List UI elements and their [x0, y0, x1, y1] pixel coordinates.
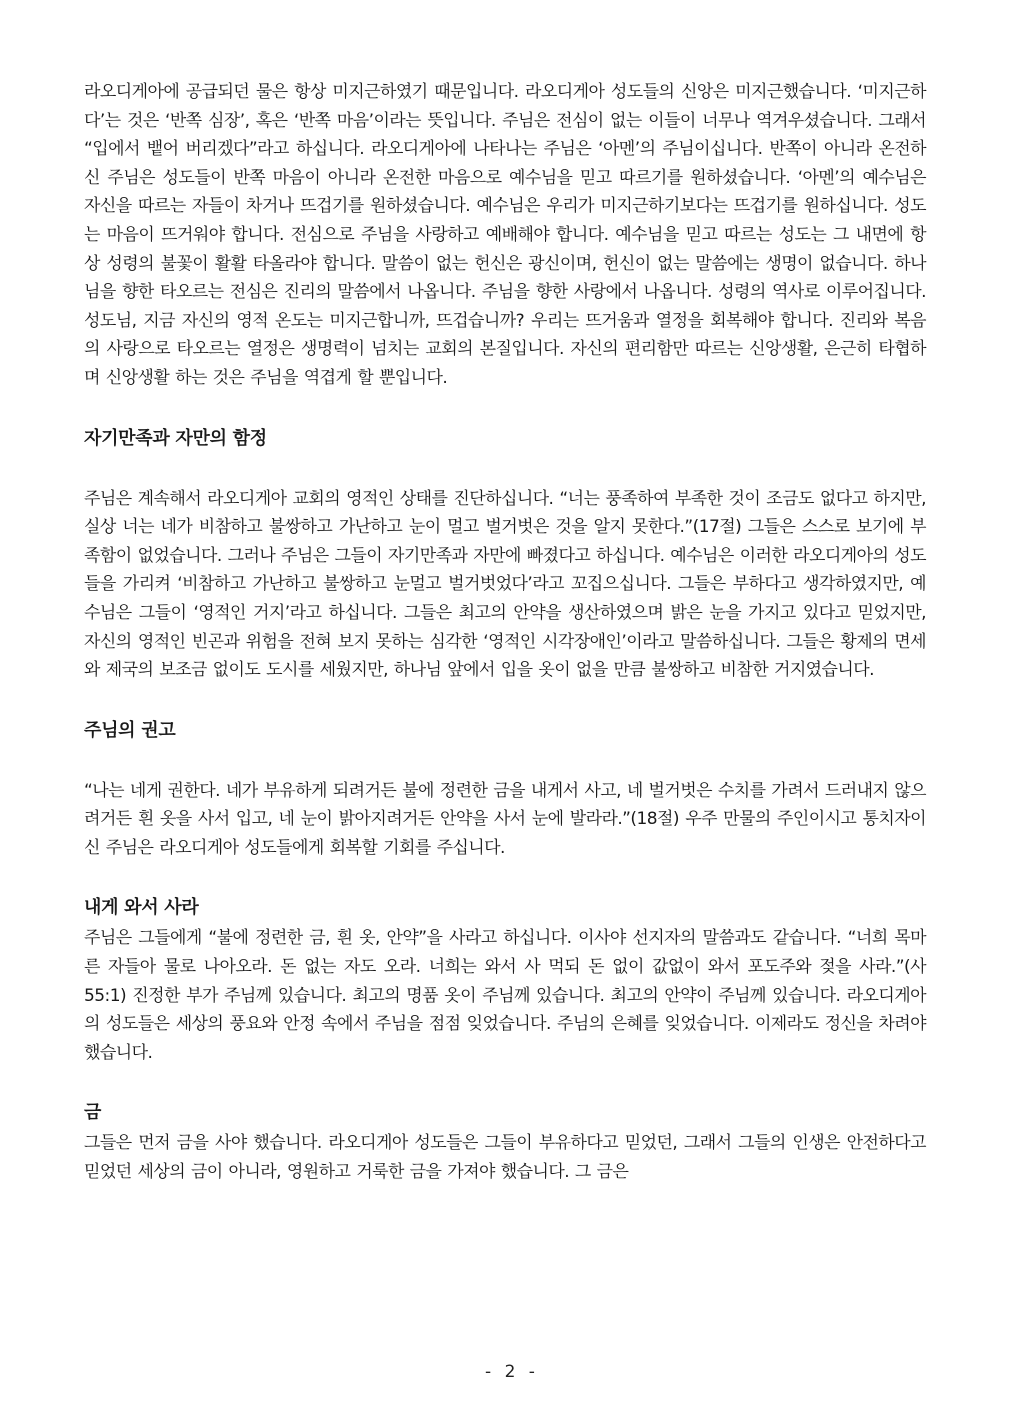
- section-heading: 자기만족과 자만의 함정: [84, 427, 267, 449]
- document-page: [84, 78, 926, 1187]
- body-paragraph: 주님은 그들에게 “불에 정련한 금, 흰 옷, 안약”을 사라고 하십니다. 이사야 선지자의 말씀과도 같습니다. “너희 목마른 자들아 물로 나아오라. 돈 없는 자도 오라. 너희는 와서 사 먹되 돈 없이 값없이 와서 포도주와 젖을 사라.”(사 55:1) 진정한 부가 주님께 있습니다. 최고의 명품 옷이 주님께 있습니다. 최고의 안약이 주님께 있습니다. 라오디게아의 성도들은 세상의 풍요와 안정 속에서 주님을 점점 잊었습니다. 주님의 은혜를 잊었습니다. 이제라도 정신을 차려야 했습니다.: [84, 928, 926, 1063]
- body-paragraph: “나는 네게 권한다. 네가 부유하게 되려거든 불에 정련한 금을 내게서 사고, 네 벌거벗은 수치를 가려서 드러내지 않으려거든 흰 옷을 사서 입고, 네 눈이 밝아지려거든 안약을 사서 눈에 발라라.”(18절) 우주 만물의 주인이시고 통치자이신 주님은 라오디게아 성도들에게 회복할 기회를 주십니다.: [84, 780, 926, 858]
- body-paragraph: 그들은 먼저 금을 사야 했습니다. 라오디게아 성도들은 그들이 부유하다고 믿었던, 그래서 그들의 인생은 안전하다고 믿었던 세상의 금이 아니라, 영원하고 거룩한 금을 가져야 했습니다. 그 금은: [84, 1133, 926, 1183]
- body-paragraph: 주님은 계속해서 라오디게아 교회의 영적인 상태를 진단하십니다. “너는 풍족하여 부족한 것이 조금도 없다고 하지만, 실상 너는 네가 비참하고 불쌍하고 가난하고 눈이 멀고 벌거벗은 것을 알지 못한다.”(17절) 그들은 스스로 보기에 부족함이 없었습니다. 그러나 주님은 그들이 자기만족과 자만에 빠졌다고 하십니다. 예수님은 이러한 라오디게아의 성도들을 가리켜 ‘비참하고 가난하고 불쌍하고 눈멀고 벌거벗었다’라고 꼬집으십니다. 그들은 부하다고 생각하였지만, 예수님은 그들이 ‘영적인 거지’라고 하십니다. 그들은 최고의 안약을 생산하였으며 밝은 눈을 가지고 있다고 믿었지만, 자신의 영적인 빈곤과 위험을 전혀 보지 못하는 심각한 ‘영적인 시각장애인’이라고 말씀하십니다. 그들은 황제의 면세와 제국의 보조금 없이도 도시를 세웠지만, 하나님 앞에서 입을 옷이 없을 만큼 불쌍하고 비참한 거지였습니다.: [84, 488, 926, 681]
- section-heading: 내게 와서 사라: [84, 897, 199, 919]
- body-paragraph: 라오디게아에 공급되던 물은 항상 미지근하였기 때문입니다. 라오디게아 성도들의 신앙은 미지근했습니다. ‘미지근하다’는 것은 ‘반쪽 심장’, 혹은 ‘반쪽 마음’이라는 뜻입니다. 주님은 전심이 없는 이들이 너무나 역겨우셨습니다. 그래서 “입에서 뱉어 버리겠다”라고 하십니다. 라오디게아에 나타나는 주님은 ‘아멘’의 주님이십니다. 반쪽이 아니라 온전하신 주님은 성도들이 반쪽 마음이 아니라 온전한 마음으로 예수님을 믿고 따르기를 원하셨습니다. ‘아멘’의 예수님은 자신을 따르는 자들이 차거나 뜨겁기를 원하셨습니다. 예수님은 우리가 미지근하기보다는 뜨겁기를 원하십니다. 성도는 마음이 뜨거워야 합니다. 전심으로 주님을 사랑하고 예배해야 합니다. 예수님을 믿고 따르는 성도는 그 내면에 항상 성령의 불꽃이 활활 타올라야 합니다. 말씀이 없는 헌신은 광신이며, 헌신이 없는 말씀에는 생명이 없습니다. 하나님을 향한 타오르는 전심은 진리의 말씀에서 나옵니다. 주님을 향한 사랑에서 나옵니다. 성령의 역사로 이루어집니다. 성도님, 지금 자신의 영적 온도는 미지근합니까, 뜨겁습니까? 우리는 뜨거움과 열정을 회복해야 합니다. 진리와 복음의 사랑으로 타오르는 열정은 생명력이 넘치는 교회의 본질입니다. 자신의 편리함만 따르는 신앙생활, 은근히 타협하며 신앙생활 하는 것은 주님을 역겹게 할 뿐입니다.: [84, 82, 926, 388]
- section-heading: 금: [84, 1102, 102, 1124]
- section-heading: 주님의 권고: [84, 719, 176, 741]
- page-number: - 2 -: [485, 1362, 539, 1382]
